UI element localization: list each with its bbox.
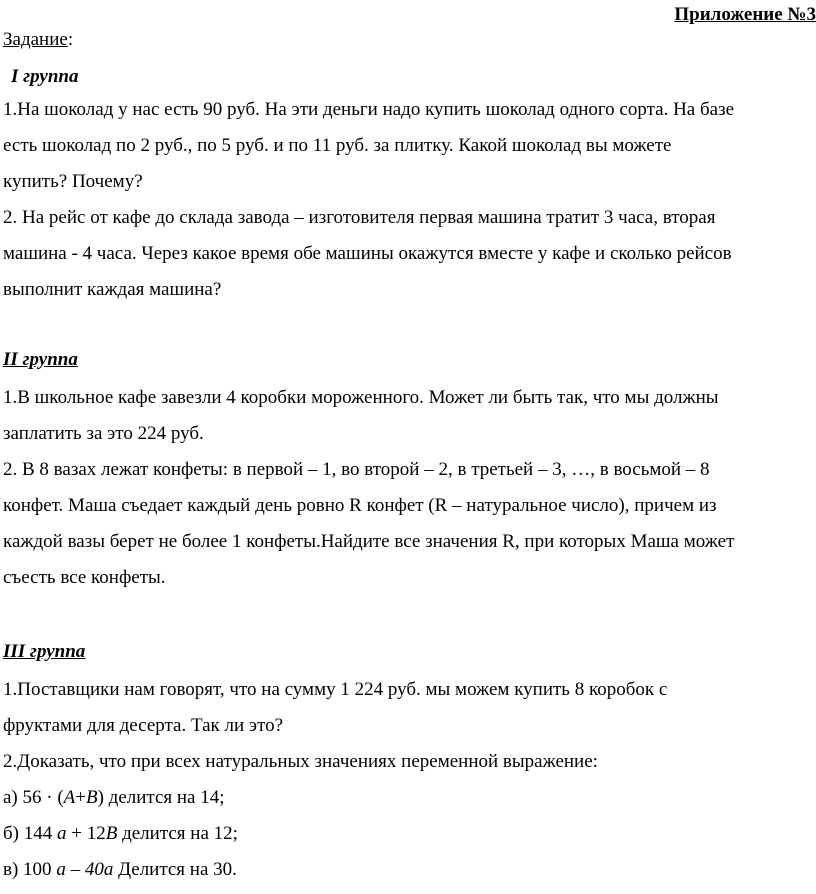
group-3-line-3: 2.Доказать, что при всех натуральных значениях переменной выражение: — [3, 751, 598, 772]
group-3-title: III группа — [3, 641, 86, 662]
group-1-title: I группа — [11, 66, 79, 87]
group-3-line-1: 1.Поставщики нам говорят, что на сумму 1 224 руб. мы можем купить 8 коробок с — [3, 679, 668, 700]
item-c-var-1: a – 40a — [56, 859, 114, 880]
item-b-post: делится на 12; — [117, 823, 238, 844]
item-c-pre: в) 100 — [3, 859, 57, 880]
group-1-line-6: выполнит каждая машина? — [3, 279, 222, 300]
group-3-line-2: фруктами для десерта. Так ли это? — [3, 715, 284, 736]
item-b-mid: + 12 — [66, 823, 106, 844]
group-2-title: II группа — [3, 349, 78, 370]
group-1-line-2: есть шоколад по 2 руб., по 5 руб. и по 11 руб. за плитку. Какой шоколад вы можете — [3, 135, 672, 156]
item-c — [3, 859, 237, 881]
item-b-var-1: a — [57, 823, 67, 844]
task-colon: : — [67, 29, 74, 50]
group-1-line-1: 1.На шоколад у нас есть 90 руб. На эти деньги надо купить шоколад одного сорта. На базе — [3, 99, 735, 120]
item-b-var-2: B — [105, 823, 118, 844]
group-1-line-5: машина - 4 часа. Через какое время обе машины окажутся вместе у кафе и сколько рейсов — [3, 243, 732, 264]
item-a-mid: + — [75, 787, 86, 808]
group-2-line-5: каждой вазы берет не более 1 конфеты.Найдите все значения R, при которых Маша может — [3, 531, 735, 552]
appendix-title: Приложение №3 — [674, 4, 816, 25]
item-c-post: Делится на 30. — [113, 859, 237, 880]
task-label: Задание — [3, 29, 68, 50]
group-1-line-4: 2. На рейс от кафе до склада завода – изготовителя первая машина тратит 3 часа, вторая — [3, 207, 716, 228]
item-a-var-2: B — [86, 787, 98, 808]
group-1-line-3: купить? Почему? — [3, 171, 143, 192]
group-2-line-3: 2. В 8 вазах лежат конфеты: в первой – 1, во второй – 2, в третьей – 3, …, в восьмой – 8 — [3, 459, 710, 480]
item-a — [3, 787, 225, 809]
item-a-post: ) делится на 14; — [97, 787, 225, 808]
item-a-pre: а) 56 · ( — [3, 787, 64, 808]
group-2-line-1: 1.В школьное кафе завезли 4 коробки мороженного. Может ли быть так, что мы должны — [3, 387, 719, 408]
group-2-line-2: заплатить за это 224 руб. — [3, 423, 204, 444]
item-b — [3, 823, 238, 845]
task-heading — [3, 29, 73, 51]
group-2-line-6: съесть все конфеты. — [3, 567, 166, 588]
item-a-var-1: A — [63, 787, 76, 808]
item-b-pre: б) 144 — [3, 823, 57, 844]
group-2-line-4: конфет. Маша съедает каждый день ровно R конфет (R – натуральное число), причем из — [3, 495, 717, 516]
